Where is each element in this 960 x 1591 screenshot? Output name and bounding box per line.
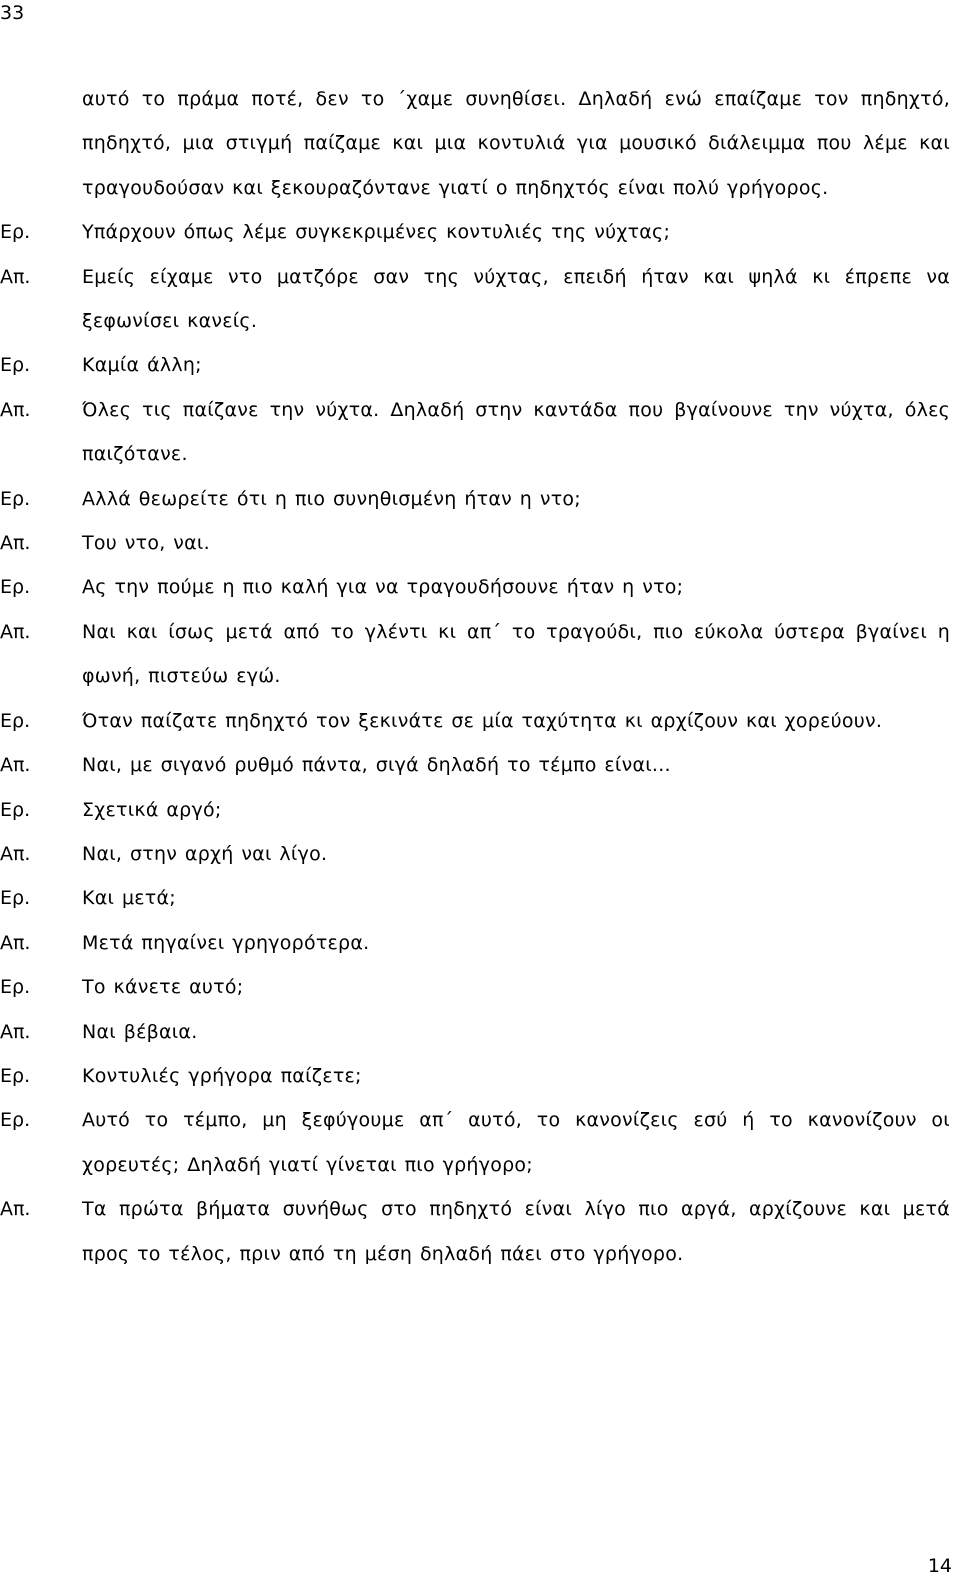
- utterance-text: Σχετικά αργό;: [82, 798, 222, 821]
- transcript-row: [0, 610, 960, 699]
- transcript-row: [0, 1187, 960, 1276]
- transcript-row: [0, 77, 960, 210]
- speaker-label: Απ.: [0, 532, 31, 555]
- transcript-row: [0, 1010, 960, 1054]
- speaker-label: Ερ.: [0, 221, 31, 244]
- transcript-row: [0, 699, 960, 743]
- speaker-label: Ερ.: [0, 709, 31, 732]
- utterance-text: Μετά πηγαίνει γρηγορότερα.: [82, 931, 370, 954]
- transcript-row: [0, 388, 960, 477]
- transcript-row: [0, 788, 960, 832]
- speaker-label: Απ.: [0, 754, 31, 777]
- utterance-text: Του ντο, ναι.: [82, 532, 210, 555]
- utterance-text: Εμείς είχαμε ντο ματζόρε σαν της νύχτας, επειδή ήταν και ψηλά κι έπρεπε να ξεφωνίσει κανείς.: [82, 265, 950, 333]
- transcript-row: [0, 1054, 960, 1098]
- utterance-text: Αυτό το τέμπο, μη ξεφύγουμε απ΄ αυτό, το κανονίζεις εσύ ή το κανονίζουν οι χορευτές; Δηλαδή γιατί γίνεται πιο γρήγορο;: [82, 1109, 950, 1176]
- utterance-text: Καμία άλλη;: [82, 354, 202, 377]
- utterance-text: Το κάνετε αυτό;: [82, 976, 244, 999]
- transcript-row: [0, 477, 960, 521]
- speaker-label: Απ.: [0, 1020, 31, 1043]
- utterance-text: Υπάρχουν όπως λέμε συγκεκριμένες κοντυλιές της νύχτας;: [82, 221, 671, 244]
- speaker-label: Ερ.: [0, 1064, 31, 1087]
- utterance-text: Τα πρώτα βήματα συνήθως στο πηδηχτό είναι λίγο πιο αργά, αρχίζουνε και μετά προς το τέλος, πριν από τη μέση δηλαδή πάει στο γρήγορο.: [82, 1198, 950, 1265]
- transcript-row: [0, 255, 960, 344]
- utterance-text: Ναι, στην αρχή ναι λίγο.: [82, 842, 328, 865]
- transcript-row: [0, 210, 960, 254]
- transcript-row: [0, 343, 960, 387]
- transcript: [0, 77, 960, 1276]
- speaker-label: Ερ.: [0, 798, 31, 821]
- transcript-row: [0, 965, 960, 1009]
- speaker-label: Απ.: [0, 842, 31, 865]
- utterance-text: Ας την πούμε η πιο καλή για να τραγουδήσουνε ήταν η ντο;: [82, 576, 684, 599]
- speaker-label: Ερ.: [0, 487, 31, 510]
- speaker-label: Απ.: [0, 1198, 31, 1221]
- utterance-text: Ναι βέβαια.: [82, 1020, 198, 1043]
- speaker-label: Ερ.: [0, 1109, 31, 1132]
- utterance-text: Όλες τις παίζανε την νύχτα. Δηλαδή στην καντάδα που βγαίνουνε την νύχτα, όλες παιζότανε.: [82, 398, 950, 466]
- top-page-number: 33: [0, 2, 25, 24]
- transcript-row: [0, 565, 960, 609]
- speaker-label: Ερ.: [0, 576, 31, 599]
- speaker-label: Ερ.: [0, 976, 31, 999]
- utterance-text: Ναι, με σιγανό ρυθμό πάντα, σιγά δηλαδή το τέμπο είναι...: [82, 754, 671, 777]
- transcript-row: [0, 832, 960, 876]
- utterance-text: Αλλά θεωρείτε ότι η πιο συνηθισμένη ήταν η ντο;: [82, 487, 581, 510]
- utterance-text: Όταν παίζατε πηδηχτό τον ξεκινάτε σε μία ταχύτητα κι αρχίζουν και χορεύουν.: [82, 709, 883, 732]
- transcript-row: [0, 743, 960, 787]
- bottom-page-number: 14: [927, 1555, 952, 1577]
- speaker-label: Απ.: [0, 398, 31, 421]
- speaker-label: Ερ.: [0, 887, 31, 910]
- transcript-row: [0, 1098, 960, 1187]
- utterance-text: Και μετά;: [82, 887, 176, 910]
- utterance-text: Κοντυλιές γρήγορα παίζετε;: [82, 1064, 362, 1087]
- transcript-row: [0, 921, 960, 965]
- utterance-text: αυτό το πράμα ποτέ, δεν το ΄χαμε συνηθίσει. Δηλαδή ενώ επαίζαμε τον πηδηχτό, πηδηχτό, μια στιγμή παίζαμε και μια κοντυλιά για μουσικό διάλειμμα που λέμε και τραγουδούσαν και ξεκουραζόντανε γιατί ο πηδηχτός είναι πολύ γρήγορος.: [82, 88, 950, 199]
- utterance-text: Ναι και ίσως μετά από το γλέντι κι απ΄ το τραγούδι, πιο εύκολα ύστερα βγαίνει η φωνή, πιστεύω εγώ.: [82, 620, 950, 688]
- transcript-row: [0, 876, 960, 920]
- speaker-label: Απ.: [0, 931, 31, 954]
- transcript-row: [0, 521, 960, 565]
- speaker-label: Απ.: [0, 265, 31, 288]
- speaker-label: Ερ.: [0, 354, 31, 377]
- speaker-label: Απ.: [0, 620, 31, 643]
